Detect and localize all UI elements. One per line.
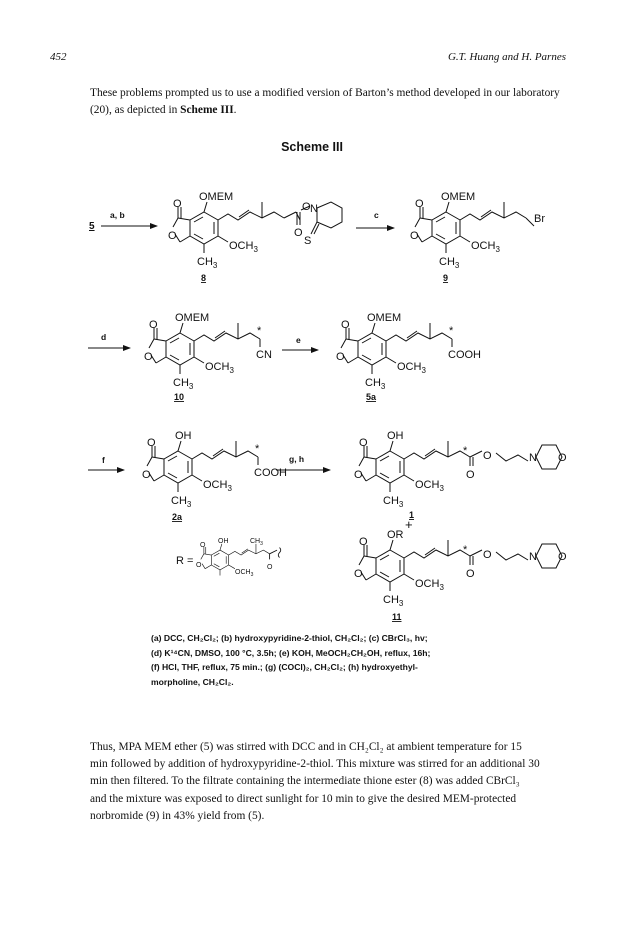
molecule-8 (168, 191, 342, 283)
label-or: OR (387, 529, 404, 541)
scheme-title: Scheme III (281, 140, 343, 154)
label-omem: OMEM (175, 312, 210, 324)
reaction-conditions (151, 631, 571, 689)
label-o: O (466, 469, 475, 481)
molecule-1 (354, 430, 567, 520)
label-s: S (304, 235, 312, 247)
subscript-3: 3 (454, 261, 460, 270)
label-star: * (257, 325, 262, 337)
label-omem: OMEM (367, 312, 402, 324)
label-ch: CH (171, 495, 187, 507)
label-o: O (267, 564, 273, 571)
subscript-3: 3 (380, 382, 386, 391)
compound-label-5a: 5a (366, 392, 377, 402)
label-cooh: COOH (448, 349, 481, 361)
molecule-2a (142, 430, 287, 522)
label-och: OCH (415, 479, 440, 491)
label-ch3 (439, 256, 460, 270)
label-o: O (359, 437, 368, 449)
reagent-label-c: c (374, 210, 379, 220)
label-och3 (415, 479, 444, 493)
label-o: O (173, 198, 182, 210)
label-ch3 (173, 377, 194, 391)
conditions-line: (d) K¹⁴CN, DMSO, 100 °C, 3.5h; (e) KOH, MeOCH₂CH₂OH, reflux, 16h; (151, 647, 431, 658)
label-o: O (359, 536, 368, 548)
molecule-11 (354, 529, 567, 622)
label-n: N (529, 452, 537, 464)
paragraph-line: norbromide (9) in 43% yield from (5). (90, 809, 265, 822)
label-ch: CH (439, 256, 455, 268)
label-ch3 (250, 538, 263, 547)
label-o: O (558, 452, 567, 464)
reagent-arrow-c (356, 210, 394, 228)
label-star: * (255, 443, 260, 455)
label-o: O (196, 562, 202, 569)
label-och: OCH (205, 361, 230, 373)
label-o: O (302, 201, 311, 213)
label-och3 (229, 240, 258, 254)
compound-label-8: 8 (201, 273, 207, 283)
r-label: R = (176, 555, 194, 567)
label-o: O (200, 542, 206, 549)
label-ch3 (383, 495, 404, 509)
label-cooh: COOH (254, 467, 287, 479)
label-ch: CH (197, 256, 213, 268)
subscript-3: 3 (227, 484, 232, 493)
label-ch3 (365, 377, 386, 391)
running-head: G.T. Huang and H. Parnes (447, 51, 566, 63)
reagent-arrow-f (88, 455, 124, 470)
label-o: O (558, 551, 567, 563)
label-oh: OH (175, 430, 192, 442)
label-o: O (142, 469, 151, 481)
reaction-scheme (0, 160, 624, 630)
page-number: 452 (50, 51, 67, 63)
subscript-3: 3 (260, 541, 263, 547)
subscript-3: 3 (250, 572, 254, 578)
label-o: O (144, 351, 153, 363)
label-ch3 (171, 495, 192, 509)
label-o: O (336, 351, 345, 363)
label-och: OCH (397, 361, 422, 373)
start-compound-label: 5 (89, 221, 95, 232)
label-o: O (149, 319, 158, 331)
intro-text: These problems prompted us to use a modified version of Barton’s method developed in our laboratory (20), as depicted in (90, 87, 560, 116)
label-omem: OMEM (441, 191, 476, 203)
label-o: O (354, 469, 363, 481)
subscript-3: 3 (186, 500, 192, 509)
label-och3 (471, 240, 500, 254)
label-o: O (354, 568, 363, 580)
paragraph-line: min followed by addition of hydroxypyridine-2-thiol. This mixture was stirred for an additional 30 (90, 758, 540, 771)
label-o: O (147, 437, 156, 449)
label-ch: CH (383, 594, 399, 606)
paragraph-line: min then filtered. To the filtrate containing the intermediate thione ester (8) was added CBrCl₃ (90, 775, 520, 788)
intro-end: . (233, 104, 237, 116)
label-ch: CH (173, 377, 189, 389)
label-och3 (205, 361, 234, 375)
label-br: Br (534, 213, 545, 225)
label-o: O (415, 198, 424, 210)
label-n: N (529, 551, 537, 563)
label-och: OCH (229, 240, 254, 252)
molecule-10 (144, 312, 272, 402)
label-star: * (449, 325, 454, 337)
label-o: O (483, 450, 492, 462)
plus-sign: + (405, 517, 413, 532)
label-ch3 (383, 594, 404, 608)
subscript-3: 3 (495, 245, 500, 254)
reagent-label-f: f (102, 455, 105, 465)
label-och: OCH (415, 578, 440, 590)
r-definition (176, 538, 281, 578)
reagent-label-gh: g, h (289, 454, 305, 464)
subscript-3: 3 (439, 583, 444, 592)
paragraph-line: and the mixture was exposed to direct sunlight for 10 min to give the desired MEM-protected (90, 792, 517, 805)
label-o: O (341, 319, 350, 331)
label-ch: CH (383, 495, 399, 507)
conditions-line: (a) DCC, CH₂Cl₂; (b) hydroxypyridine-2-thiol, CH₂Cl₂; (c) CBrCl₃, hv; (151, 633, 428, 643)
label-och3 (235, 569, 254, 578)
label-omem: OMEM (199, 191, 234, 203)
reagent-arrow-d (88, 332, 130, 348)
subscript-3: 3 (212, 261, 218, 270)
closing-paragraph (90, 739, 580, 825)
compound-label-9: 9 (443, 273, 449, 283)
subscript-3: 3 (439, 484, 444, 493)
label-och3 (415, 578, 444, 592)
reagent-label-e: e (296, 335, 301, 345)
label-oh: OH (387, 430, 404, 442)
paragraph-line: Thus, MPA MEM ether (5) was stirred with DCC and in CH₂Cl₂ at ambient temperature for 15 (90, 741, 522, 753)
compound-label-10: 10 (174, 392, 185, 402)
label-o: O (466, 568, 475, 580)
reagent-arrow-e (282, 335, 318, 350)
compound-label-11: 11 (392, 612, 402, 622)
label-star: * (463, 445, 468, 457)
reagent-label-d: d (101, 332, 107, 342)
reagent-label-ab: a, b (110, 210, 125, 220)
subscript-3: 3 (253, 245, 258, 254)
conditions-line: morpholine, CH₂Cl₂. (151, 676, 234, 687)
reagent-arrow-ab (89, 210, 157, 232)
intro-paragraph (90, 85, 570, 119)
scheme-reference: Scheme III (180, 104, 234, 116)
subscript-3: 3 (188, 382, 194, 391)
compound-label-2a: 2a (172, 512, 183, 522)
label-n: N (310, 203, 318, 215)
label-och3 (203, 479, 232, 493)
label-och: OCH (471, 240, 496, 252)
label-o: O (168, 230, 177, 242)
subscript-3: 3 (229, 366, 234, 375)
subscript-3: 3 (398, 599, 404, 608)
label-star: * (463, 544, 468, 556)
label-o: O (483, 549, 492, 561)
compound-label-1: 1 (409, 510, 415, 520)
label-och: OCH (235, 569, 251, 576)
label-och3 (397, 361, 426, 375)
label-o: O (410, 230, 419, 242)
molecule-9 (410, 191, 545, 283)
label-ch: CH (365, 377, 381, 389)
label-o: O (294, 227, 303, 239)
label-ch3 (197, 256, 218, 270)
subscript-3: 3 (421, 366, 426, 375)
label-cn: CN (256, 349, 272, 361)
label-oh: OH (218, 538, 229, 545)
conditions-line: (f) HCl, THF, reflux, 75 min.; (g) (COCl)₂, CH₂Cl₂; (h) hydroxyethyl- (151, 662, 418, 672)
label-ch: CH (250, 538, 261, 545)
subscript-3: 3 (398, 500, 404, 509)
molecule-5a (336, 312, 481, 402)
label-och: OCH (203, 479, 228, 491)
